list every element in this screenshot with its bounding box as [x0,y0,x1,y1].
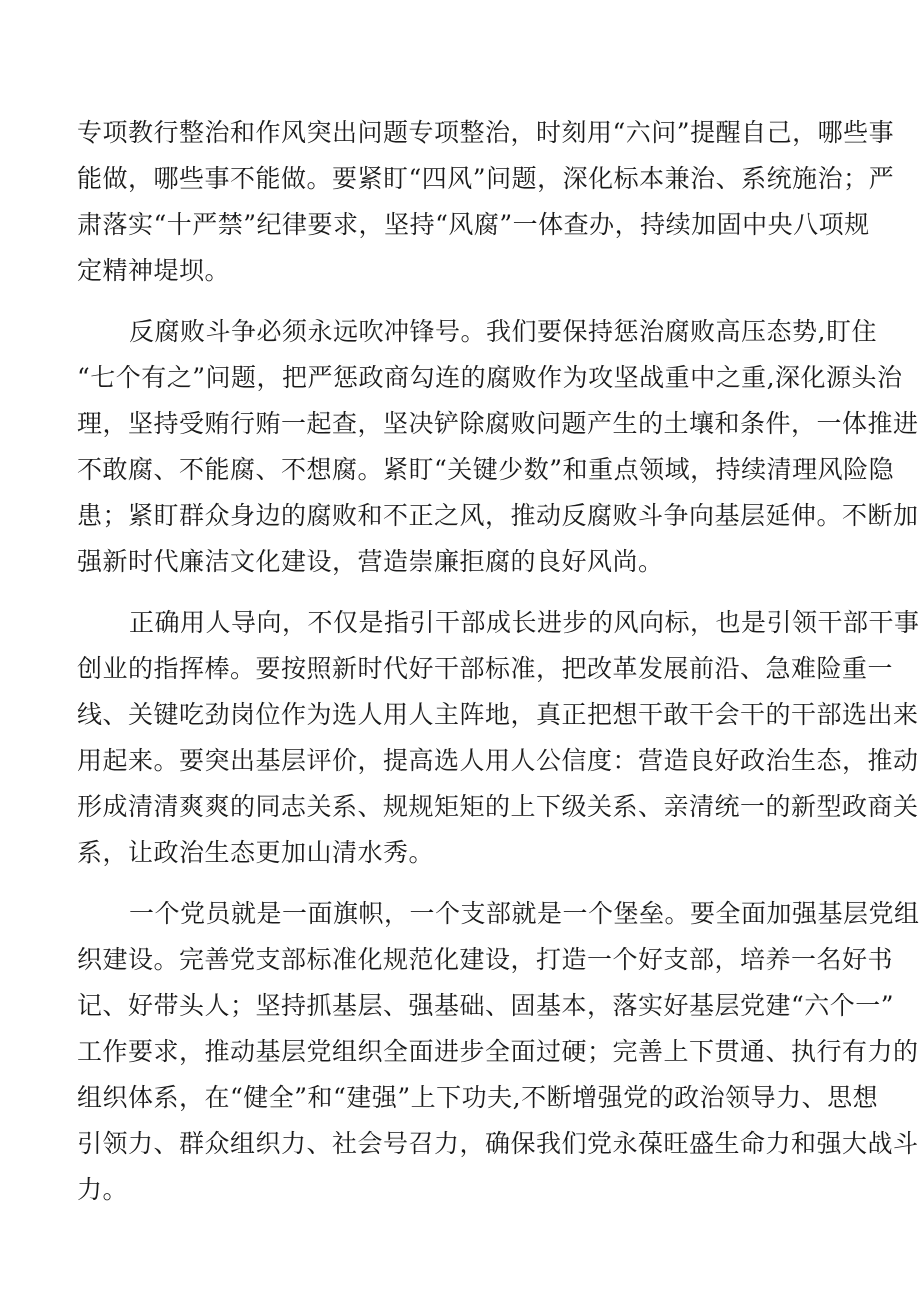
text-line: 记、好带头人；坚持抓基层、强基础、固基本，落实好基层党建“六个一” [77,991,895,1020]
text-line: 工作要求，推动基层党组织全面进步全面过硬；完善上下贯通、执行有力的 [77,1037,919,1066]
text-line: 组织体系，在“健全”和“建强”上下功夫,不断增强党的政治领导力、思想 [77,1083,879,1112]
text-line: 用起来。要突出基层评价，提高选人用人公信度：营造良好政治生态，推动 [77,746,919,775]
text-line: 正确用人导向，不仅是指引干部成长进步的风向标，也是引领干部干事 [129,608,920,637]
text-line: 织建设。完善党支部标准化规范化建设，打造一个好支部，培养一名好书 [77,945,894,974]
text-line: 引领力、群众组织力、社会号召力，确保我们党永葆旺盛生命力和强大战斗 [77,1129,919,1158]
paragraph-1 [77,110,895,294]
text-line: 患；紧盯群众身边的腐败和不正之风，推动反腐败斗争向基层延伸。不断加 [77,501,919,530]
text-line: 定精神堤坝。 [77,256,231,285]
text-line: 强新时代廉洁文化建设，营造崇廉拒腐的良好风尚。 [77,547,664,576]
text-line: 线、关键吃劲岗位作为选人用人主阵地，真正把想干敢干会干的干部选出来 [77,700,919,729]
text-line: 专项教行整治和作风突出问题专项整治，时刻用“六问”提醒自己，哪些事 [77,118,895,147]
text-line: “七个有之”问题，把严惩政商勾连的腐败作为攻坚战重中之重,深化源头治 [77,363,903,392]
text-line: 系，让政治生态更加山清水秀。 [77,838,435,867]
text-line: 一个党员就是一面旗帜，一个支部就是一个堡垒。要全面加强基层党组 [129,899,920,928]
text-line: 能做，哪些事不能做。要紧盯“四风”问题，深化标本兼治、系统施治；严 [77,164,895,193]
text-line: 不敢腐、不能腐、不想腐。紧盯“关键少数”和重点领域，持续清理风险隐 [77,455,895,484]
document-body [77,110,920,1228]
text-line: 形成清清爽爽的同志关系、规规矩矩的上下级关系、亲清统一的新型政商关 [77,792,919,821]
paragraph-2 [77,309,919,585]
text-line: 肃落实“十严禁”纪律要求，坚持“风腐”一体查办，持续加固中央八项规 [77,210,870,239]
text-line: 力。 [77,1175,129,1204]
text-line: 理，坚持受贿行贿一起查，坚决铲除腐败问题产生的土壤和条件，一体推进 [77,409,919,438]
paragraph-4 [77,891,920,1213]
text-line: 创业的指挥棒。要按照新时代好干部标准，把改革发展前沿、急难险重一 [77,654,894,683]
paragraph-3 [77,600,920,876]
text-line: 反腐败斗争必须永远吹冲锋号。我们要保持惩治腐败高压态势,盯住 [129,317,877,346]
